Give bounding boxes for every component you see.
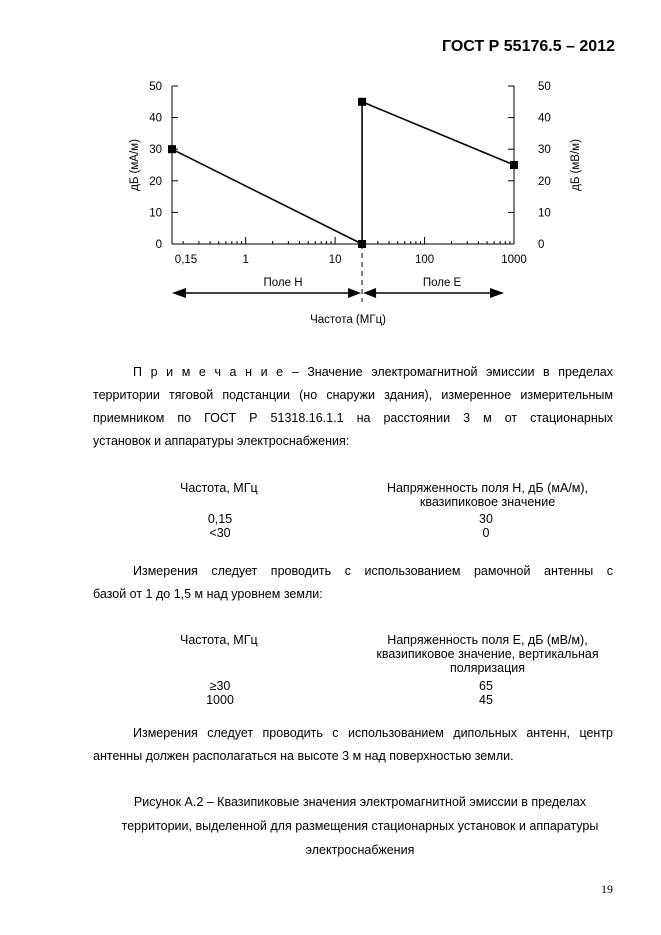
y-tick-label-left: 20 bbox=[149, 175, 162, 188]
y-tick-label-right: 0 bbox=[538, 239, 545, 251]
chart-plot-area bbox=[129, 81, 582, 326]
note-paragraph bbox=[93, 361, 613, 453]
data-point bbox=[510, 161, 518, 169]
table1-col1-header: Частота, МГц bbox=[180, 481, 258, 495]
y-tick-label-left: 10 bbox=[149, 207, 162, 220]
table2-frequency-cell: 1000 bbox=[206, 693, 234, 707]
page-number: 19 bbox=[601, 882, 613, 896]
data-point bbox=[358, 98, 366, 106]
data-point bbox=[168, 145, 176, 153]
table1-col2-header bbox=[360, 481, 615, 509]
table2-col2-header-line: поляризация bbox=[449, 661, 526, 675]
table2-value-cell: 65 bbox=[479, 679, 493, 693]
y-tick-label-right: 10 bbox=[538, 207, 551, 220]
y-tick-label-left: 50 bbox=[149, 81, 162, 93]
y-tick-label-right: 50 bbox=[538, 81, 551, 93]
figure-caption bbox=[60, 790, 660, 862]
note-line: территории тяговой подстанции (но снаружи здания), измеренное измерительным bbox=[93, 388, 613, 402]
arrowhead-left bbox=[172, 288, 186, 298]
caption-line: Рисунок А.2 – Квазипиковые значения электромагнитной эмиссии в пределах bbox=[133, 795, 587, 809]
x-tick-label: 10 bbox=[328, 254, 342, 266]
paragraph-line: антенны должен располагаться на высоте 3 м над поверхностью земли. bbox=[93, 749, 514, 763]
table2-value-cell: 45 bbox=[479, 693, 493, 707]
table2-col2-header-line: Напряженность поля E, дБ (мВ/м), bbox=[387, 633, 588, 647]
arrowhead-left bbox=[363, 288, 376, 298]
note-line: приемником по ГОСТ Р 51318.16.1.1 на расстоянии 3 м от стационарных bbox=[93, 411, 613, 425]
series-line bbox=[362, 102, 514, 165]
x-tick-label: 1000 bbox=[501, 254, 527, 266]
table1-col2-header-line: квазипиковое значение bbox=[419, 495, 556, 509]
region-label-h: Поле H bbox=[263, 277, 303, 289]
y-tick-label-left: 0 bbox=[155, 239, 162, 251]
x-tick-label: 0,15 bbox=[174, 254, 198, 266]
document-header: ГОСТ Р 55176.5 – 2012 bbox=[441, 38, 615, 55]
table2-col2-header bbox=[360, 633, 615, 675]
table2-row bbox=[446, 679, 526, 707]
table2-col2-header-line: квазипиковое значение, вертикальная bbox=[376, 647, 599, 661]
table1-value-cell: 0 bbox=[482, 526, 490, 540]
table1-row bbox=[446, 512, 526, 540]
y-axis-title-right: дБ (мВ/м) bbox=[570, 139, 582, 191]
paragraph-line: базой от 1 до 1,5 м над уровнем земли: bbox=[93, 587, 323, 601]
caption-line: электроснабжения bbox=[305, 843, 415, 857]
note-line: П р и м е ч а н и е – Значение электромагнитной эмиссии в пределах bbox=[133, 365, 613, 379]
table1-frequency-cell: <30 bbox=[209, 526, 231, 540]
series-line bbox=[172, 149, 362, 244]
y-tick-label-right: 30 bbox=[538, 144, 551, 157]
arrowhead-right bbox=[490, 288, 504, 298]
emission-chart bbox=[0, 0, 661, 340]
x-tick-label: 100 bbox=[414, 254, 435, 266]
y-tick-label-left: 40 bbox=[149, 112, 162, 125]
paragraph-loop-antenna bbox=[93, 560, 613, 606]
paragraph-line: Измерения следует проводить с использованием рамочной антенны с bbox=[133, 564, 613, 578]
paragraph-dipole-antenna bbox=[93, 722, 613, 768]
data-point bbox=[358, 240, 366, 248]
y-tick-label-right: 40 bbox=[538, 112, 551, 125]
x-tick-label: 1 bbox=[242, 254, 249, 266]
table2-row bbox=[180, 679, 260, 707]
table2-frequency-cell: ≥30 bbox=[209, 679, 231, 693]
arrowhead-right bbox=[348, 288, 361, 298]
caption-line: территории, выделенной для размещения стационарных установок и аппаратуры bbox=[121, 819, 599, 833]
x-axis-title: Частота (МГц) bbox=[310, 314, 386, 326]
table1-col2-header-line: Напряженность поля H, дБ (мА/м), bbox=[386, 481, 589, 495]
table1-row bbox=[180, 512, 260, 540]
paragraph-line: Измерения следует проводить с использованием дипольных антенн, центр bbox=[133, 726, 613, 740]
y-axis-title-left: дБ (мА/м) bbox=[129, 139, 141, 191]
y-tick-label-right: 20 bbox=[538, 175, 551, 188]
table2-col1-header: Частота, МГц bbox=[180, 633, 258, 647]
note-line: установок и аппаратуры электроснабжения: bbox=[93, 434, 350, 448]
table1-frequency-cell: 0,15 bbox=[207, 512, 233, 526]
y-tick-label-left: 30 bbox=[149, 144, 162, 157]
table1-value-cell: 30 bbox=[479, 512, 493, 526]
region-label-e: Поле E bbox=[422, 277, 462, 289]
